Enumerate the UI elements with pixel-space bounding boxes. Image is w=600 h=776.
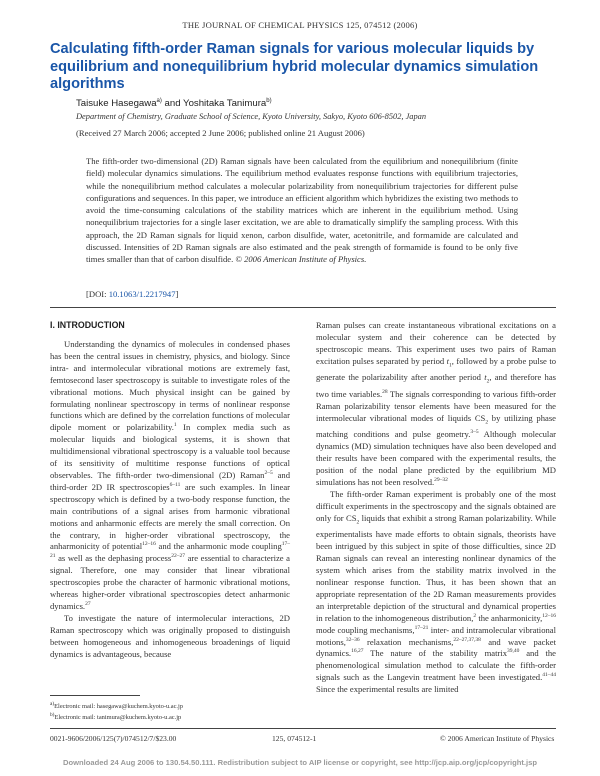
doi-link[interactable]: 10.1063/1.2217947 [108,289,176,299]
footnote: $^{b)}$Electronic mail: tanimura@kuchem.kyoto-u.ac.jp [50,712,182,722]
paragraph: Raman pulses can create instantaneous vibrational excitations on a molecular system and their coherence can be detected by spectroscopic means. This experiment uses two pairs of Raman excitation pulses separated by period $t_1$, followed by a probe pulse to generate the polarizability after another period $t_2$, and therefore has two time variables.$^{28}$ The signals corresponding to various fifth-order Raman polarizability tensor elements have been measured for the intermolecular vibrational modes of liquids $CS_2$ by utilizing phase matching conditions and pulse geometry.$^{3-5}$ Although molecular dynamics (MD) simulation techniques have also been developed and their results have been compared with the experimental results, the position of the nodal plane predicted by the equilibrium MD simulations has not been resolved.$^{29-32}$ [316,320,557,488]
author-name: Taisuke Hasegawa [76,98,157,110]
citation[interactable]: 16,27 [351,648,364,655]
citation[interactable]: 27 [85,601,91,608]
author-conjunction: and [161,98,184,110]
citation[interactable]: 2–5 [264,470,273,477]
footnote-mark: a) [156,98,162,104]
download-notice: Downloaded 24 Aug 2006 to 130.54.50.111. Redistribution subject to AIP license or copyright, see http://jcp.aip.org/jcp/copyright.jsp [62,758,538,767]
citation[interactable]: 12–16 [142,541,156,548]
citation[interactable]: 32–36 [345,636,360,643]
section-divider [50,307,556,308]
journal-header: THE JOURNAL OF CHEMICAL PHYSICS 125, 074512 (2006) [182,20,418,30]
abstract-text: The fifth-order two-dimensional (2D) Raman signals have been calculated from the equilibrium and nonequilibrium (finite field) molecular dynamics simulations. The equilibrium method evaluates response functions with equilibrium trajectories, while the nonequilibrium method calculates a molecular polarizability from nonequilibrium trajectories for different pulse configurations and sequences. In this paper, we introduce an efficient algorithm which hybridizes the existing two methods to avoid the time-consuming calculations of the stability matrices which are inherent in the equilibrium method. Using nonequilibrium trajectories for a single laser excitation, we are able to dramatically simplify the sampling process. With this approach, the 2D Raman signals for liquid xenon, carbon disulfide, water, acetonitrile, and formamide are calculated and discussed. Intensities of 2D Raman signals are also estimated and the peak strength of formamide is found to be only five times smaller than that of carbon disulfide. [86,156,518,265]
citation[interactable]: 22–27 [171,553,185,560]
paragraph: Understanding the dynamics of molecules in condensed phases has been the central issues in chemistry, physics, and biology. Since intra- and intermolecular vibrational motions are extremely fast, femtosecond laser spectroscopy is suitable to investigate roles of the vibrational motions. Much physical insight can be gained by formulating nonlinear spectroscopy in terms of nonlinear response functions which are defined by the correlation functions of molecular dipole moment or polarizability.$^1$ In complex media such as molecular liquids and biological systems, it is shown that multidimensional vibrational spectroscopy is a valuable tool because of its sensitivity of multitime response functions of optical observables. The fifth-order two-dimensional (2D) Raman$^{2-5}$ and third-order 2D IR spectroscopies$^{6-11}$ are such examples. In linear spectroscopy which is defined by a two-body response function, the main contributions of a signal arises from harmonic vibrational motions and anharmonic effects are merely the small correction. On the contrary, in higher-order vibrational spectroscopy, the anharmonicity of potential$^{12-16}$ and the anharmonic mode coupling$^{17-21}$ as well as the dephasing process$^{22-27}$ are essential to characterize a signal. Therefore, one may consider that linear vibrational spectroscopies probe the character of harmonic vibrational motions, whereas higher-order vibrational spectroscopies detect anharmonic dynamics.$^{27}$ [50,339,290,611]
footnotes [50,700,183,722]
citation[interactable]: 28 [382,389,388,396]
citation[interactable]: 1 [173,422,177,429]
footer-issn: 0021-9606/2006/125(7)/074512/7/$23.00 [50,734,177,743]
citation[interactable]: 29–32 [434,477,448,484]
author-list [76,98,272,109]
citation[interactable]: 12–16 [542,612,556,619]
received-dates: (Received 27 March 2006; accepted 2 June 2006; published online 21 August 2006) [76,128,365,138]
paragraph: To investigate the nature of intermolecular interactions, 2D Raman spectroscopy which was originally proposed to distinguish between homogeneous and inhomogeneous broadenings of liquid dynamics is advantageous, because [50,612,290,659]
footnote-mark: b) [266,98,272,104]
affiliation: Department of Chemistry, Graduate School of Science, Kyoto University, Sakyo, Kyoto 606-8502, Japan [76,112,427,121]
doi-line [86,289,178,299]
left-column [50,339,290,660]
abstract-copyright: © 2006 American Institute of Physics. [235,254,367,265]
footer-page-number: 125, 074512-1 [272,734,317,743]
footnote-divider [50,695,140,696]
citation[interactable]: 6–11 [169,482,181,489]
author-name: Yoshitaka Tanimura [183,98,267,110]
citation[interactable]: 41–44 [542,672,556,679]
footnote: $^{a)}$Electronic mail: hasegawa@kuchem.kyoto-u.ac.jp [50,701,183,711]
citation[interactable]: 3–5 [470,429,479,436]
citation[interactable]: 17–21 [50,541,290,560]
abstract [86,155,518,266]
citation[interactable]: 39,40 [507,648,520,655]
doi-prefix: [DOI: [86,289,109,299]
paragraph: The fifth-order Raman experiment is probably one of the most difficult experiments in the spectroscopy and the signals obtained are only for $CS_2$ liquids that exhibit a strong Raman polarizability. While experimentalists have made efforts to obtain signals, theorists have been intrigued by this subject in spite of those difficulties, since 2D Raman signals can reveal an interesting nonlinear dynamics of the system which arises from the stability matrix involved in the nonlinear response function. Thus, it has been shown that an appropriate representation of the 2D Raman measurements provides an interpretable depiction of the structural and dynamical properties in relation to the inhomogeneous distribution,$^2$ the anharmonicity,$^{12-16}$ mode coupling mechanisms,$^{17-21}$ inter- and intramolecular vibrational motions,$^{32-36}$ relaxation mechanisms,$^{22-27,37,38}$ and wave packet dynamics.$^{16,27}$ The nature of the stability matrix$^{39,40}$ and the phenomenological simulation method to calculate the fifth-order signals such as the Langevin treatment have been investigated.$^{41-44}$ Since the experimental results are limited [316,488,557,695]
footer-copyright: © 2006 American Institute of Physics [440,734,555,743]
citation[interactable]: 2 [473,612,477,619]
section-heading: I. INTRODUCTION [50,320,125,330]
citation[interactable]: 22–27,37,38 [453,636,481,643]
citation[interactable]: 17–21 [414,624,429,631]
doi-suffix: ] [175,289,179,299]
article-title: Calculating fifth-order Raman signals for various molecular liquids by equilibrium and nonequilibrium hybrid molecular dynamics simulation algorithms [50,41,539,92]
right-column [316,320,556,696]
footer-divider [50,728,556,729]
